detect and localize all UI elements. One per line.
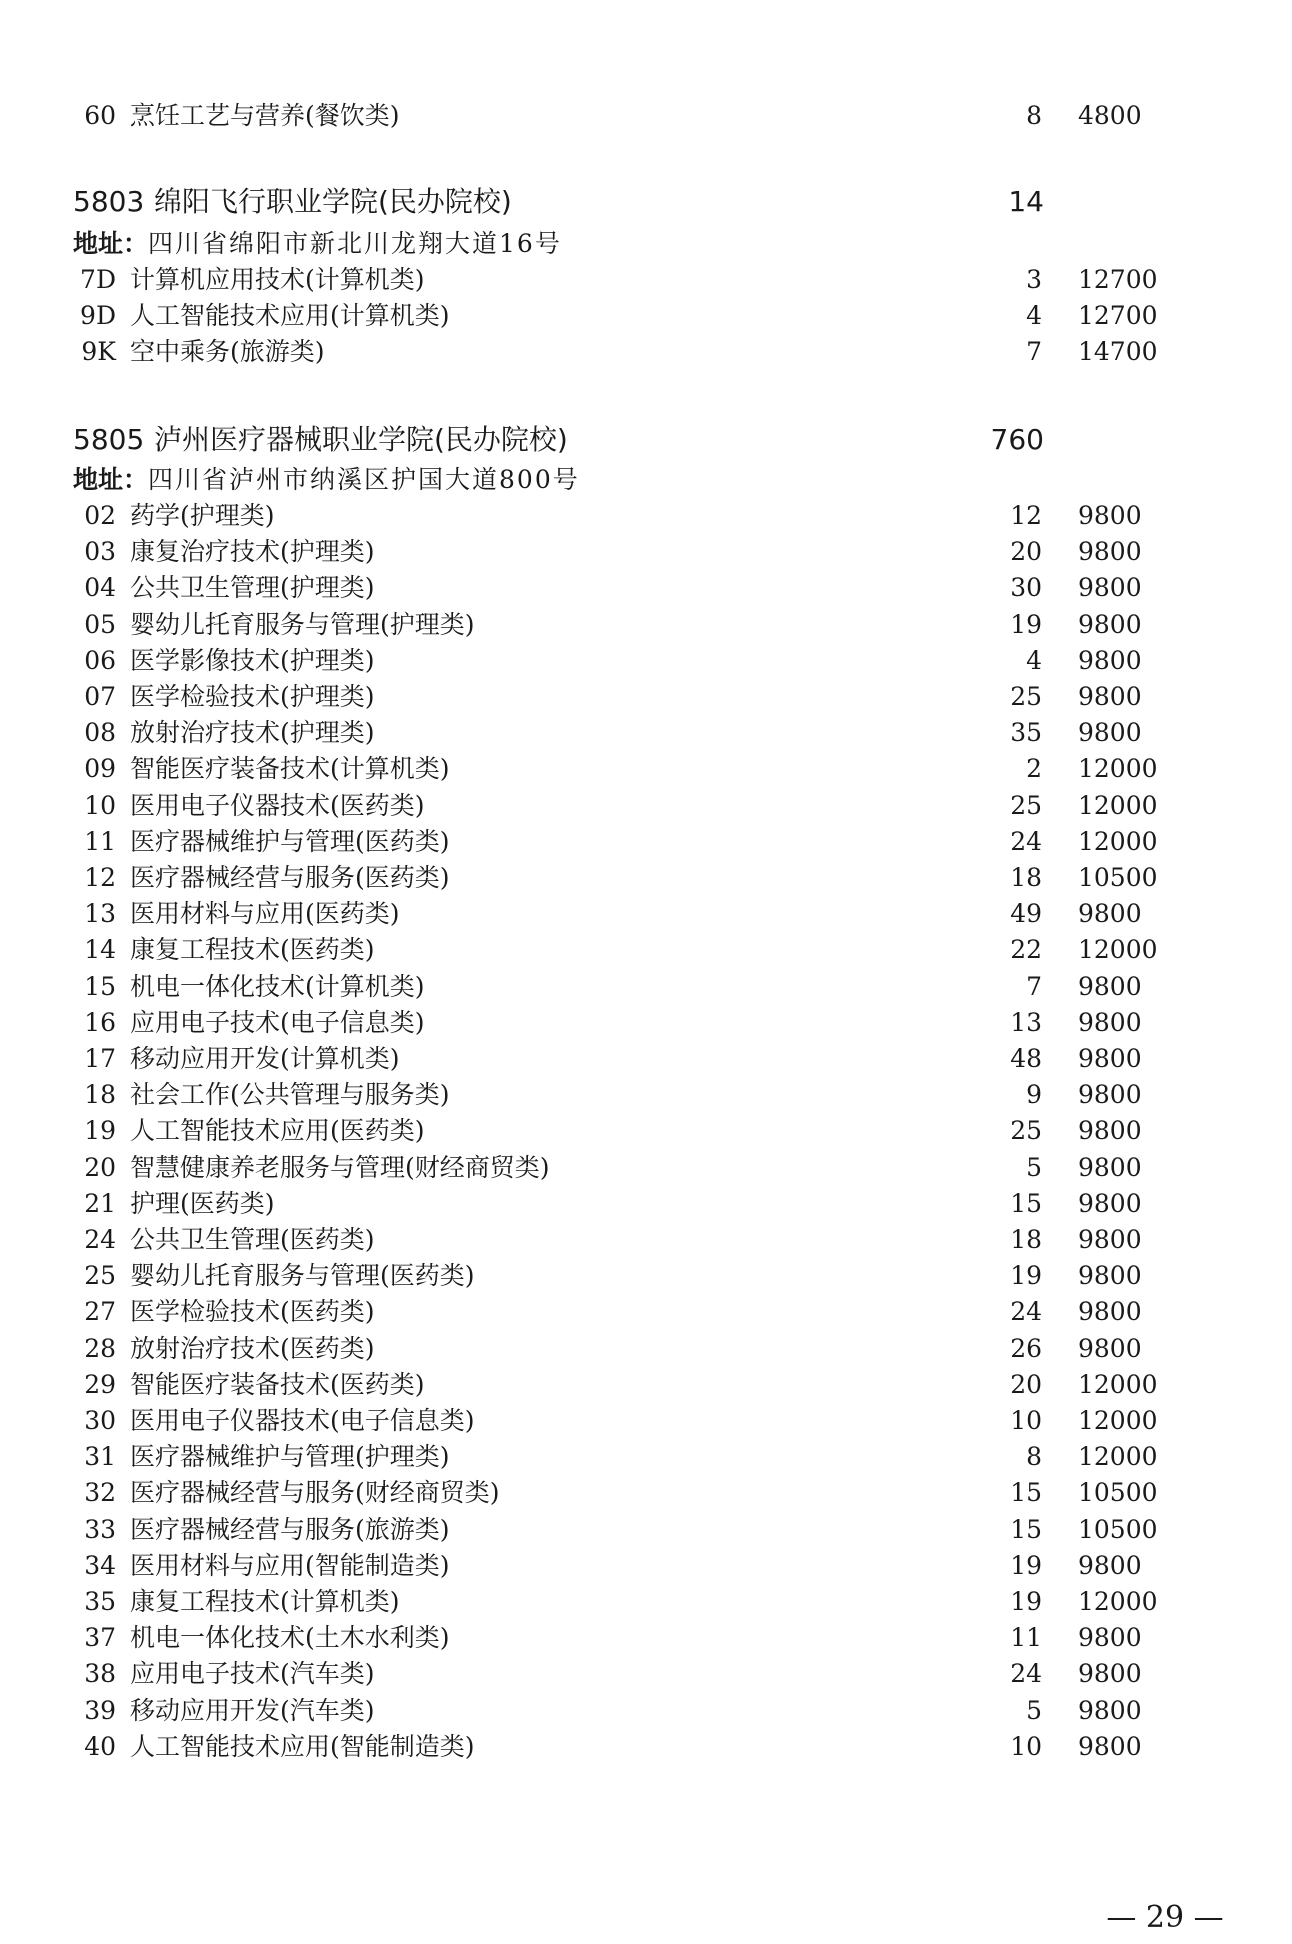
major-row [0,1077,1292,1113]
major-count: 24 [1010,1659,1042,1689]
major-fee: 9800 [1078,1297,1142,1327]
major-name: 人工智能技术应用(计算机类) [130,301,450,331]
major-name: 人工智能技术应用(智能制造类) [130,1731,475,1761]
major-row [0,1222,1292,1258]
major-code: 60 [84,101,116,130]
major-fee: 9800 [1078,718,1142,748]
school-name: 泸州医疗器械职业学院(民办院校) [154,423,568,456]
major-count: 22 [1010,935,1042,965]
major-row [0,1367,1292,1403]
major-code: 7D [80,265,116,294]
school-code: 5803 [73,185,145,218]
major-code: 34 [84,1550,116,1580]
major-row [0,932,1292,968]
major-code: 13 [84,899,116,929]
major-code: 29 [84,1369,116,1399]
major-code: 03 [84,537,116,567]
major-code: 04 [84,573,116,603]
school-address [73,462,580,498]
major-row [0,1512,1292,1548]
major-fee: 9800 [1078,537,1142,567]
major-count: 19 [1010,1587,1042,1616]
major-fee: 9800 [1078,1731,1142,1761]
major-count: 9 [1026,1080,1042,1110]
major-count: 35 [1010,718,1042,748]
major-name: 智能医疗装备技术(计算机类) [130,754,450,784]
major-code: 37 [84,1623,116,1653]
major-name: 医学检验技术(护理类) [130,682,375,711]
major-name: 医用电子仪器技术(电子信息类) [130,1406,475,1435]
major-row [0,1403,1292,1439]
major-row [0,1258,1292,1294]
major-name: 公共卫生管理(护理类) [130,573,375,603]
major-row [0,98,1292,134]
major-fee: 12700 [1078,301,1158,331]
major-code: 9K [81,337,116,367]
major-fee: 9800 [1078,971,1142,1001]
major-code: 40 [84,1731,116,1761]
school-total: 14 [1008,185,1044,218]
major-code: 9D [80,301,116,331]
major-count: 5 [1026,1695,1042,1725]
major-code: 17 [84,1044,116,1073]
major-count: 5 [1026,1152,1042,1182]
major-count: 11 [1010,1623,1042,1653]
major-row [0,1548,1292,1584]
major-name: 机电一体化技术(计算机类) [130,971,425,1001]
school-code: 5805 [73,423,145,456]
major-fee: 9800 [1078,1261,1142,1291]
major-code: 10 [84,790,116,820]
major-name: 医学影像技术(护理类) [130,645,375,675]
major-count: 8 [1026,1442,1042,1472]
school-header [0,418,1292,462]
major-code: 27 [84,1297,116,1327]
major-row [0,751,1292,787]
major-fee: 9800 [1078,1044,1142,1073]
major-code: 12 [84,863,116,892]
major-name: 医疗器械经营与服务(旅游类) [130,1514,450,1544]
major-name: 医疗器械经营与服务(医药类) [130,863,450,892]
major-row [0,824,1292,860]
major-fee: 9800 [1078,1333,1142,1363]
major-count: 25 [1010,682,1042,711]
major-fee: 10500 [1078,1478,1158,1508]
major-count: 12 [1010,501,1042,530]
major-row [0,1150,1292,1186]
major-row [0,334,1292,370]
school-header [0,180,1292,224]
major-row [0,715,1292,751]
major-row [0,1294,1292,1330]
major-row [0,643,1292,679]
major-name: 烹饪工艺与营养(餐饮类) [130,101,400,130]
major-row [0,570,1292,606]
major-name: 智能医疗装备技术(医药类) [130,1369,425,1399]
major-code: 32 [84,1478,116,1508]
major-code: 25 [84,1261,116,1291]
major-name: 公共卫生管理(医药类) [130,1225,375,1254]
major-code: 31 [84,1442,116,1472]
major-code: 21 [84,1188,116,1218]
major-name: 医用电子仪器技术(医药类) [130,790,425,820]
major-name: 婴幼儿托育服务与管理(护理类) [130,609,475,639]
major-code: 33 [84,1514,116,1544]
major-count: 15 [1010,1188,1042,1218]
major-row [0,1186,1292,1222]
major-name: 医疗器械维护与管理(医药类) [130,826,450,856]
major-fee: 9800 [1078,609,1142,639]
major-fee: 12000 [1078,1406,1158,1435]
major-row [0,298,1292,334]
major-name: 应用电子技术(汽车类) [130,1659,375,1689]
major-fee: 9800 [1078,1225,1142,1254]
major-name: 药学(护理类) [130,501,275,530]
major-name: 空中乘务(旅游类) [130,337,325,367]
major-row [0,1475,1292,1511]
major-fee: 9800 [1078,899,1142,929]
major-fee: 12000 [1078,1587,1158,1616]
major-code: 07 [84,682,116,711]
major-code: 19 [84,1116,116,1146]
major-name: 计算机应用技术(计算机类) [130,265,425,294]
major-fee: 12000 [1078,935,1158,965]
major-count: 20 [1010,537,1042,567]
major-name: 社会工作(公共管理与服务类) [130,1080,450,1110]
address-label: 地址： [73,465,149,494]
major-row [0,969,1292,1005]
major-count: 25 [1010,1116,1042,1146]
major-fee: 12000 [1078,826,1158,856]
major-fee: 9800 [1078,682,1142,711]
major-fee: 12000 [1078,790,1158,820]
major-count: 49 [1010,899,1042,929]
major-code: 16 [84,1007,116,1037]
major-row [0,607,1292,643]
major-fee: 9800 [1078,1116,1142,1146]
major-row [0,1729,1292,1765]
major-count: 15 [1010,1478,1042,1508]
major-code: 02 [84,501,116,530]
major-count: 24 [1010,1297,1042,1327]
major-code: 28 [84,1333,116,1363]
school-total: 760 [990,423,1044,456]
major-name: 移动应用开发(汽车类) [130,1695,375,1725]
major-count: 7 [1026,971,1042,1001]
major-code: 15 [84,971,116,1001]
major-code: 24 [84,1225,116,1254]
major-count: 7 [1026,337,1042,367]
major-fee: 9800 [1078,645,1142,675]
major-name: 康复工程技术(计算机类) [130,1587,400,1616]
major-name: 移动应用开发(计算机类) [130,1044,400,1073]
major-count: 4 [1026,645,1042,675]
major-fee: 9800 [1078,1695,1142,1725]
major-row [0,262,1292,298]
major-count: 13 [1010,1007,1042,1037]
major-count: 18 [1010,1225,1042,1254]
page-number: — 29 — [1106,1900,1224,1935]
major-fee: 9800 [1078,573,1142,603]
major-count: 10 [1010,1731,1042,1761]
major-name: 医疗器械经营与服务(财经商贸类) [130,1478,500,1508]
major-count: 19 [1010,1550,1042,1580]
major-code: 18 [84,1080,116,1110]
major-row [0,1620,1292,1656]
major-count: 10 [1010,1406,1042,1435]
major-row [0,1113,1292,1149]
major-count: 15 [1010,1514,1042,1544]
major-fee: 12000 [1078,1442,1158,1472]
major-count: 3 [1026,265,1042,294]
major-fee: 9800 [1078,1550,1142,1580]
major-count: 25 [1010,790,1042,820]
major-code: 39 [84,1695,116,1725]
major-row [0,1439,1292,1475]
major-fee: 9800 [1078,1623,1142,1653]
major-row [0,679,1292,715]
major-code: 11 [84,826,116,856]
major-code: 05 [84,609,116,639]
major-row [0,1331,1292,1367]
major-count: 26 [1010,1333,1042,1363]
major-fee: 4800 [1078,101,1142,130]
major-row [0,1693,1292,1729]
major-name: 人工智能技术应用(医药类) [130,1116,425,1146]
school-name: 绵阳飞行职业学院(民办院校) [154,185,512,218]
major-name: 婴幼儿托育服务与管理(医药类) [130,1261,475,1291]
major-fee: 10500 [1078,863,1158,892]
major-count: 8 [1026,101,1042,130]
major-name: 机电一体化技术(土木水利类) [130,1623,450,1653]
major-row [0,1041,1292,1077]
major-count: 18 [1010,863,1042,892]
major-count: 24 [1010,826,1042,856]
major-row [0,534,1292,570]
major-fee: 9800 [1078,1080,1142,1110]
major-name: 放射治疗技术(护理类) [130,718,375,748]
major-name: 医用材料与应用(医药类) [130,899,400,929]
address-text: 四川省绵阳市新北川龙翔大道16号 [148,229,562,258]
major-row [0,1584,1292,1620]
address-label: 地址： [73,229,149,258]
major-row [0,1656,1292,1692]
major-name: 医用材料与应用(智能制造类) [130,1550,450,1580]
major-count: 19 [1010,609,1042,639]
major-fee: 9800 [1078,1659,1142,1689]
major-fee: 9800 [1078,1152,1142,1182]
major-count: 30 [1010,573,1042,603]
major-name: 康复治疗技术(护理类) [130,537,375,567]
major-fee: 12000 [1078,1369,1158,1399]
address-text: 四川省泸州市纳溪区护国大道800号 [148,465,580,494]
major-name: 应用电子技术(电子信息类) [130,1007,425,1037]
major-code: 20 [84,1152,116,1182]
major-count: 20 [1010,1369,1042,1399]
major-code: 30 [84,1406,116,1435]
major-fee: 10500 [1078,1514,1158,1544]
major-name: 医学检验技术(医药类) [130,1297,375,1327]
major-fee: 9800 [1078,1188,1142,1218]
major-row [0,1005,1292,1041]
major-row [0,860,1292,896]
major-count: 2 [1026,754,1042,784]
major-fee: 12700 [1078,265,1158,294]
major-row [0,896,1292,932]
major-name: 康复工程技术(医药类) [130,935,375,965]
major-fee: 9800 [1078,501,1142,530]
major-code: 08 [84,718,116,748]
major-fee: 12000 [1078,754,1158,784]
major-row [0,498,1292,534]
major-fee: 14700 [1078,337,1158,367]
major-name: 医疗器械维护与管理(护理类) [130,1442,450,1472]
major-name: 放射治疗技术(医药类) [130,1333,375,1363]
major-code: 35 [84,1587,116,1616]
major-code: 14 [84,935,116,965]
major-row [0,788,1292,824]
major-count: 48 [1010,1044,1042,1073]
school-address [73,226,562,262]
major-code: 09 [84,754,116,784]
major-count: 4 [1026,301,1042,331]
major-name: 护理(医药类) [130,1188,275,1218]
major-code: 38 [84,1659,116,1689]
major-code: 06 [84,645,116,675]
major-count: 19 [1010,1261,1042,1291]
major-name: 智慧健康养老服务与管理(财经商贸类) [130,1152,550,1182]
major-fee: 9800 [1078,1007,1142,1037]
